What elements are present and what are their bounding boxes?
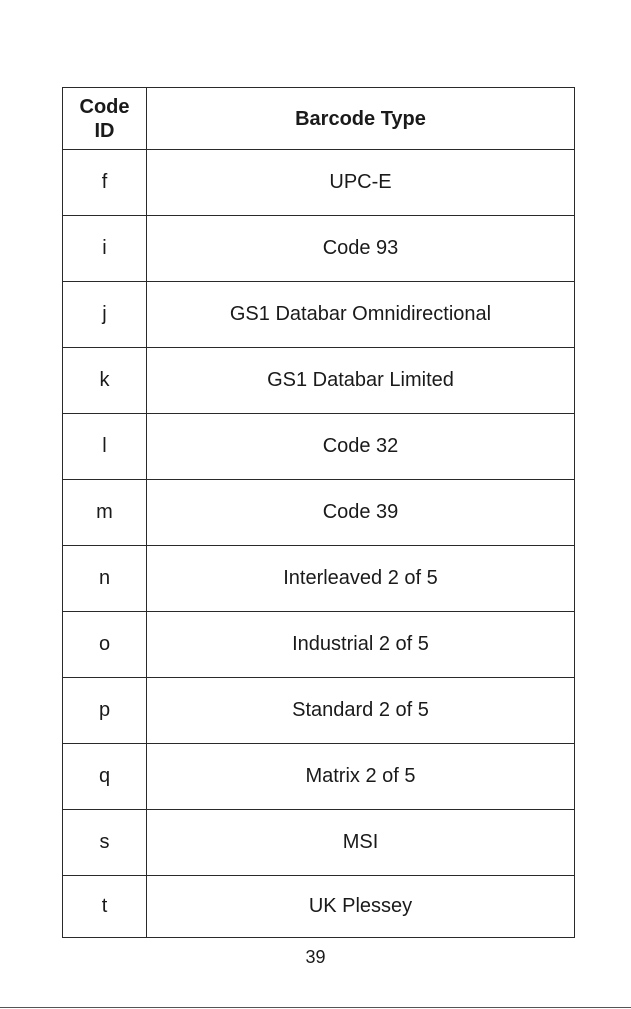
table-row xyxy=(63,810,575,876)
page-number: 39 xyxy=(305,947,326,967)
table-row xyxy=(63,876,575,938)
code-id-cell: j xyxy=(63,282,147,348)
table-row xyxy=(63,612,575,678)
table-row xyxy=(63,546,575,612)
barcode-type-header: Barcode Type xyxy=(147,88,575,150)
code-id-cell: p xyxy=(63,678,147,744)
barcode-type-cell: Industrial 2 of 5 xyxy=(147,612,575,678)
barcode-type-cell: Interleaved 2 of 5 xyxy=(147,546,575,612)
table-row xyxy=(63,480,575,546)
code-id-cell: t xyxy=(63,876,147,938)
code-id-header-line1: Code xyxy=(79,95,130,118)
code-id-cell: f xyxy=(63,150,147,216)
bottom-divider xyxy=(0,1007,631,1008)
code-id-table xyxy=(62,87,575,938)
code-id-table-container xyxy=(62,87,574,938)
code-id-cell: m xyxy=(63,480,147,546)
code-id-cell: i xyxy=(63,216,147,282)
code-id-cell: k xyxy=(63,348,147,414)
table-header-row xyxy=(63,88,575,150)
table-row xyxy=(63,744,575,810)
table-row xyxy=(63,150,575,216)
barcode-type-cell: GS1 Databar Limited xyxy=(147,348,575,414)
barcode-type-cell: Matrix 2 of 5 xyxy=(147,744,575,810)
barcode-type-cell: MSI xyxy=(147,810,575,876)
barcode-type-cell: GS1 Databar Omnidirectional xyxy=(147,282,575,348)
table-row xyxy=(63,678,575,744)
barcode-type-cell: Code 39 xyxy=(147,480,575,546)
barcode-type-cell: UK Plessey xyxy=(147,876,575,938)
barcode-type-cell: Standard 2 of 5 xyxy=(147,678,575,744)
code-id-cell: o xyxy=(63,612,147,678)
code-id-cell: n xyxy=(63,546,147,612)
barcode-type-cell: Code 32 xyxy=(147,414,575,480)
code-id-cell: q xyxy=(63,744,147,810)
code-id-cell: s xyxy=(63,810,147,876)
table-row xyxy=(63,414,575,480)
table-row xyxy=(63,282,575,348)
barcode-type-cell: UPC-E xyxy=(147,150,575,216)
code-id-header xyxy=(63,88,147,150)
table-row xyxy=(63,216,575,282)
table-body xyxy=(63,150,575,938)
code-id-cell: l xyxy=(63,414,147,480)
barcode-type-cell: Code 93 xyxy=(147,216,575,282)
table-row xyxy=(63,348,575,414)
code-id-header-line2: ID xyxy=(94,119,115,142)
